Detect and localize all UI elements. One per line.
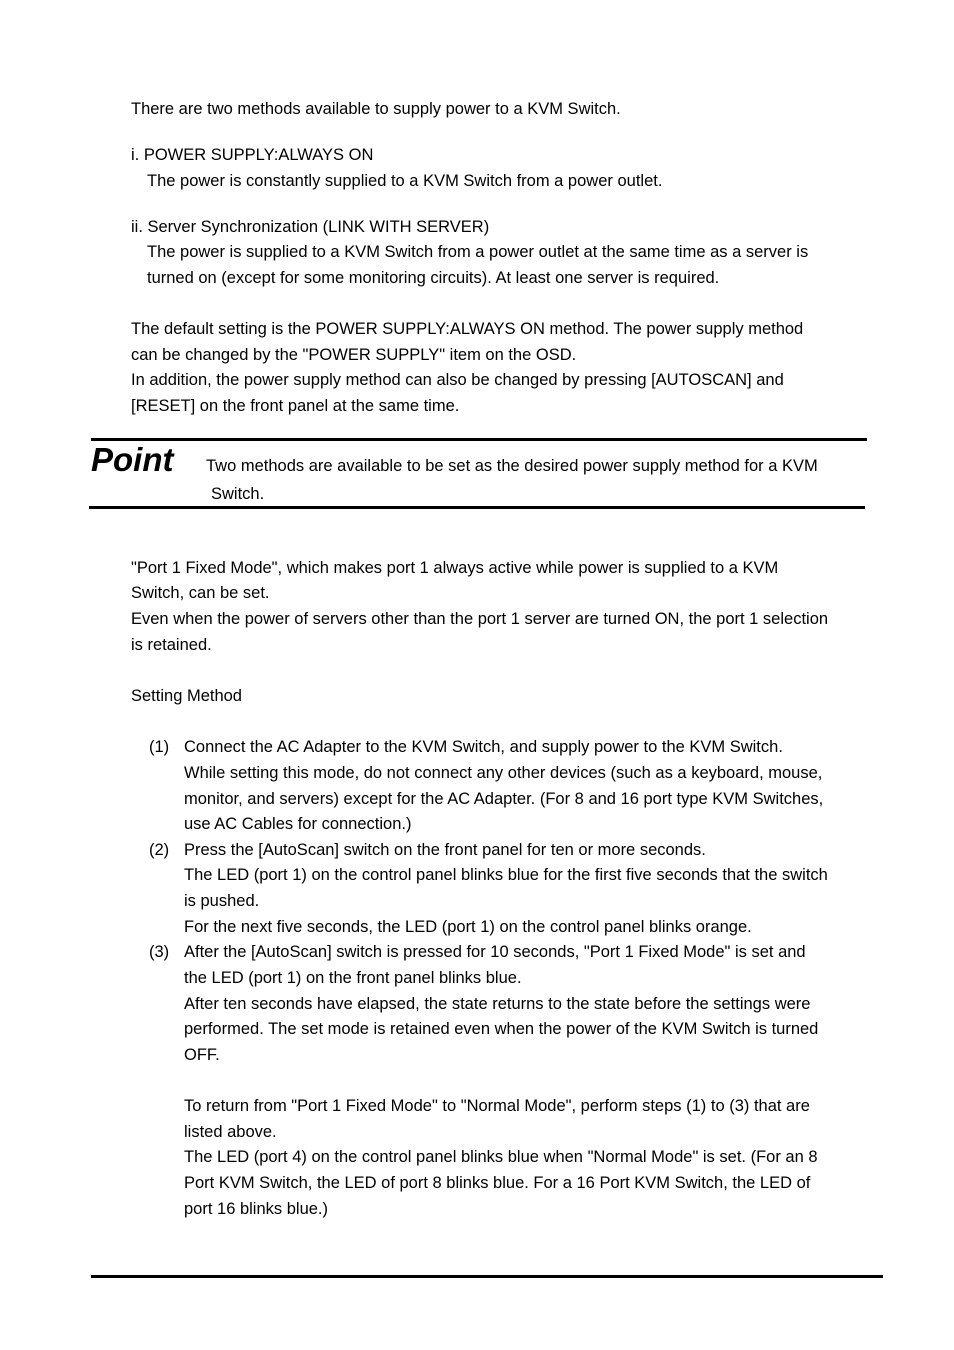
step-1-number: (1) [149,738,170,756]
port1-line-4: is retained. [131,636,212,654]
default-setting-line-1: The default setting is the POWER SUPPLY:ALWAYS ON method. The power supply method [131,320,804,338]
point-bottom-rule [89,506,865,509]
step-3-line-1: After the [AutoScan] switch is pressed for 10 seconds, "Port 1 Fixed Mode" is set and [184,943,806,961]
step-3-line-5: OFF. [184,1046,220,1064]
default-setting-line-2: can be changed by the "POWER SUPPLY" item on the OSD. [131,346,577,364]
point-text-line-2: Switch. [211,485,265,503]
point-text-line-1: Two methods are available to be set as the desired power supply method for a KVM [206,457,818,475]
step-2-number: (2) [149,841,170,859]
port1-line-2: Switch, can be set. [131,584,270,602]
return-note-line-5: port 16 blinks blue.) [184,1200,328,1218]
step-1-line-2: While setting this mode, do not connect any other devices (such as a keyboard, mouse, [184,764,823,782]
step-3-line-3: After ten seconds have elapsed, the state returns to the state before the settings were [184,995,811,1013]
port1-line-1: "Port 1 Fixed Mode", which makes port 1 always active while power is supplied to a KVM [131,559,779,577]
method-2-title: ii. Server Synchronization (LINK WITH SERVER) [131,218,490,236]
step-1-line-4: use AC Cables for connection.) [184,815,412,833]
step-3-line-2: the LED (port 1) on the front panel blinks blue. [184,969,522,987]
method-2-description-line-2: turned on (except for some monitoring circuits). At least one server is required. [147,269,720,287]
return-note-line-4: Port KVM Switch, the LED of port 8 blinks blue. For a 16 Port KVM Switch, the LED of [184,1174,811,1192]
step-2-line-3: is pushed. [184,892,260,910]
method-1-description: The power is constantly supplied to a KVM Switch from a power outlet. [147,172,663,190]
step-2-line-4: For the next five seconds, the LED (port 1) on the control panel blinks orange. [184,918,752,936]
step-2-line-2: The LED (port 1) on the control panel blinks blue for the first five seconds that the switch [184,866,828,884]
default-setting-line-3: In addition, the power supply method can also be changed by pressing [AUTOSCAN] and [131,371,784,389]
step-3-line-4: performed. The set mode is retained even when the power of the KVM Switch is turned [184,1020,819,1038]
step-1-line-1: Connect the AC Adapter to the KVM Switch, and supply power to the KVM Switch. [184,738,783,756]
intro-text: There are two methods available to supply power to a KVM Switch. [131,100,621,118]
step-2-line-1: Press the [AutoScan] switch on the front panel for ten or more seconds. [184,841,706,859]
step-3-number: (3) [149,943,170,961]
method-1-title: i. POWER SUPPLY:ALWAYS ON [131,146,374,164]
method-2-description-line-1: The power is supplied to a KVM Switch from a power outlet at the same time as a server is [147,243,809,261]
point-top-rule [91,438,867,441]
return-note-line-1: To return from "Port 1 Fixed Mode" to "Normal Mode", perform steps (1) to (3) that are [184,1097,810,1115]
default-setting-line-4: [RESET] on the front panel at the same time. [131,397,460,415]
return-note-line-2: listed above. [184,1123,277,1141]
port1-line-3: Even when the power of servers other than the port 1 server are turned ON, the port 1 selection [131,610,829,628]
point-title: Point [91,441,174,478]
footer-rule [91,1275,883,1278]
setting-method-heading: Setting Method [131,687,242,705]
return-note-line-3: The LED (port 4) on the control panel blinks blue when "Normal Mode" is set. (For an 8 [184,1148,818,1166]
step-1-line-3: monitor, and servers) except for the AC Adapter. (For 8 and 16 port type KVM Switches, [184,790,824,808]
